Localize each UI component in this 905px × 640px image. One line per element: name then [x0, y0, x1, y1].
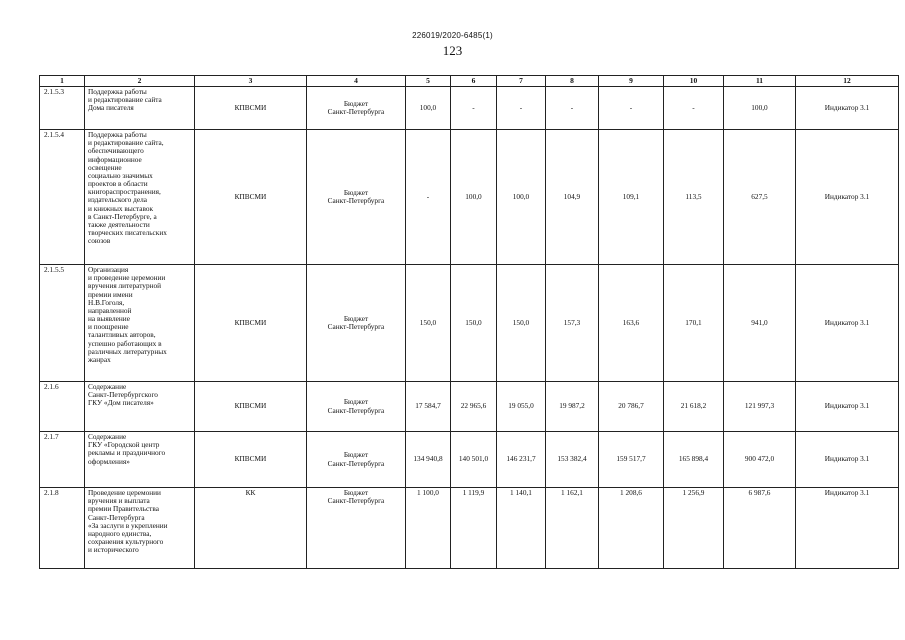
- activity-name-line: Содержание: [88, 432, 127, 441]
- executor: КК: [195, 488, 307, 569]
- funding-source: [307, 87, 406, 130]
- funding-source: [307, 130, 406, 265]
- year-value: 140 501,0: [451, 432, 497, 488]
- indicator: Индикатор 3.1: [796, 130, 899, 265]
- activity-name: [85, 432, 195, 488]
- year-value: 22 965,6: [451, 382, 497, 432]
- activity-name-line: Санкт-Петербурга: [88, 512, 145, 522]
- activity-name-line: социально значимых: [88, 170, 153, 180]
- total-value: 627,5: [724, 130, 796, 265]
- row-number: 2.1.5.4: [40, 130, 85, 265]
- activity-name-line: народного единства,: [88, 528, 152, 538]
- year-value: 150,0: [406, 265, 451, 382]
- column-header: 1: [40, 76, 85, 87]
- activity-name-line: Поддержка работы: [88, 87, 147, 96]
- funding-source-line: Бюджет: [343, 488, 369, 497]
- funding-source-line: Санкт-Петербурга: [327, 405, 385, 415]
- activity-name-line: Дома писателя: [88, 103, 134, 113]
- year-value: 1 208,6: [599, 488, 664, 569]
- year-value: 157,3: [546, 265, 599, 382]
- activity-name-line: также деятельности: [88, 219, 150, 229]
- total-value: 6 987,6: [724, 488, 796, 569]
- total-value: 900 472,0: [724, 432, 796, 488]
- activity-name-line: успешно работающих в: [88, 338, 162, 348]
- activity-name-line: талантливых авторов,: [88, 330, 156, 340]
- activity-name-line: вручения и выплата: [88, 496, 150, 506]
- activity-name-line: премии имени: [88, 289, 133, 299]
- year-value: 20 786,7: [599, 382, 664, 432]
- column-header: 9: [599, 76, 664, 87]
- column-header: 4: [307, 76, 406, 87]
- year-value: 109,1: [599, 130, 664, 265]
- activity-name-line: и книжных выставок: [88, 203, 154, 213]
- year-value: 150,0: [451, 265, 497, 382]
- year-value: -: [497, 87, 546, 130]
- column-header: 11: [724, 76, 796, 87]
- year-value: 170,1: [664, 265, 724, 382]
- activity-name-line: и поощрение: [88, 322, 129, 332]
- year-value: 104,9: [546, 130, 599, 265]
- year-value: 100,0: [451, 130, 497, 265]
- activity-name-line: творческих писательских: [88, 228, 167, 238]
- activity-name-line: на выявление: [88, 314, 130, 324]
- column-header: 2: [85, 76, 195, 87]
- activity-name-line: различных литературных: [88, 346, 167, 356]
- total-value: 100,0: [724, 87, 796, 130]
- year-value: -: [546, 87, 599, 130]
- activity-name-line: вручения литературной: [88, 281, 162, 291]
- year-value: 100,0: [406, 87, 451, 130]
- program-activities-table: [39, 75, 899, 569]
- activity-name-line: Проведение церемонии: [88, 488, 161, 497]
- year-value: 19 055,0: [497, 382, 546, 432]
- activity-name-line: союзов: [88, 236, 111, 246]
- year-value: -: [599, 87, 664, 130]
- indicator: Индикатор 3.1: [796, 432, 899, 488]
- column-header: 10: [664, 76, 724, 87]
- total-value: 121 997,3: [724, 382, 796, 432]
- year-value: 19 987,2: [546, 382, 599, 432]
- funding-source-line: Бюджет: [343, 98, 369, 108]
- year-value: 153 382,4: [546, 432, 599, 488]
- row-number: 2.1.8: [40, 488, 85, 569]
- column-header: 6: [451, 76, 497, 87]
- activity-name-line: проектов в области: [88, 179, 148, 189]
- year-value: 165 898,4: [664, 432, 724, 488]
- activity-name-line: ГКУ «Дом писателя»: [88, 398, 154, 408]
- activity-name: [85, 87, 195, 130]
- row-number: 2.1.5.5: [40, 265, 85, 382]
- column-header: 7: [497, 76, 546, 87]
- activity-name-line: и редактирование сайта,: [88, 138, 164, 148]
- document-id: 226019/2020-6485(1): [412, 31, 493, 40]
- funding-source-line: Санкт-Петербурга: [327, 196, 385, 205]
- executor: КПВСМИ: [195, 382, 307, 432]
- table-row: [40, 432, 899, 488]
- year-value: 159 517,7: [599, 432, 664, 488]
- column-header: 5: [406, 76, 451, 87]
- activity-name-line: оформления»: [88, 456, 130, 466]
- executor: КПВСМИ: [195, 432, 307, 488]
- indicator: Индикатор 3.1: [796, 488, 899, 569]
- funding-source-line: Санкт-Петербурга: [327, 496, 385, 506]
- activity-name-line: направленной: [88, 305, 132, 315]
- activity-name: [85, 382, 195, 432]
- table-row: [40, 87, 899, 130]
- column-header: 3: [195, 76, 307, 87]
- executor: КПВСМИ: [195, 87, 307, 130]
- funding-source: [307, 432, 406, 488]
- year-value: -: [406, 130, 451, 265]
- year-value: 113,5: [664, 130, 724, 265]
- activity-name: [85, 488, 195, 569]
- year-value: -: [451, 87, 497, 130]
- activity-name-line: информационное: [88, 154, 142, 164]
- activity-name-line: ГКУ «Городской центр: [88, 440, 160, 450]
- activity-name: [85, 265, 195, 382]
- activity-name-line: жанрах: [88, 354, 111, 364]
- row-number: 2.1.5.3: [40, 87, 85, 130]
- year-value: 1 100,0: [406, 488, 451, 569]
- year-value: 17 584,7: [406, 382, 451, 432]
- table-row: [40, 382, 899, 432]
- funding-source: [307, 488, 406, 569]
- funding-source-line: Бюджет: [343, 313, 369, 323]
- activity-name-line: премии Правительства: [88, 504, 159, 514]
- executor: КПВСМИ: [195, 130, 307, 265]
- total-value: 941,0: [724, 265, 796, 382]
- year-value: 150,0: [497, 265, 546, 382]
- activity-name: [85, 130, 195, 265]
- row-number: 2.1.7: [40, 432, 85, 488]
- indicator: Индикатор 3.1: [796, 265, 899, 382]
- indicator: Индикатор 3.1: [796, 87, 899, 130]
- activity-name-line: Поддержка работы: [88, 130, 147, 139]
- year-value: 134 940,8: [406, 432, 451, 488]
- activity-name-line: «За заслуги в укреплении: [88, 520, 168, 530]
- activity-name-line: в Санкт-Петербурге, а: [88, 211, 157, 221]
- year-value: 1 256,9: [664, 488, 724, 569]
- activity-name-line: и проведение церемонии: [88, 273, 166, 283]
- activity-name-line: освещение: [88, 162, 122, 172]
- funding-source: [307, 265, 406, 382]
- activity-name-line: обеспечивающего: [88, 146, 144, 156]
- activity-name-line: издательского дела: [88, 195, 147, 205]
- page-number: 123: [442, 43, 463, 58]
- funding-source-line: Санкт-Петербурга: [327, 322, 385, 331]
- year-value: 1 162,1: [546, 488, 599, 569]
- funding-source-line: Бюджет: [343, 450, 369, 460]
- activity-name-line: и исторического: [88, 545, 139, 555]
- funding-source-line: Санкт-Петербурга: [327, 458, 385, 468]
- table-row: [40, 265, 899, 382]
- activity-name-line: Организация: [88, 265, 129, 274]
- column-header-row: [40, 76, 899, 87]
- indicator: Индикатор 3.1: [796, 382, 899, 432]
- activity-name-line: рекламы и праздничного: [88, 448, 166, 458]
- year-value: 1 119,9: [451, 488, 497, 569]
- year-value: -: [664, 87, 724, 130]
- funding-source-line: Санкт-Петербурга: [327, 107, 385, 116]
- year-value: 163,6: [599, 265, 664, 382]
- funding-source-line: Бюджет: [343, 397, 369, 407]
- year-value: 146 231,7: [497, 432, 546, 488]
- activity-name-line: Содержание: [88, 382, 127, 391]
- activity-name-line: книгораспространения,: [88, 187, 161, 197]
- activity-name-line: и редактирование сайта: [88, 95, 162, 105]
- table-row: [40, 488, 899, 569]
- activity-name-line: Н.В.Гоголя,: [88, 297, 125, 307]
- column-header: 12: [796, 76, 899, 87]
- table-row: [40, 130, 899, 265]
- year-value: 1 140,1: [497, 488, 546, 569]
- funding-source: [307, 382, 406, 432]
- row-number: 2.1.6: [40, 382, 85, 432]
- year-value: 100,0: [497, 130, 546, 265]
- funding-source-line: Бюджет: [343, 187, 369, 197]
- executor: КПВСМИ: [195, 265, 307, 382]
- column-header: 8: [546, 76, 599, 87]
- year-value: 21 618,2: [664, 382, 724, 432]
- activity-name-line: сохранения культурного: [88, 537, 164, 547]
- activity-name-line: Санкт-Петербургского: [88, 390, 158, 400]
